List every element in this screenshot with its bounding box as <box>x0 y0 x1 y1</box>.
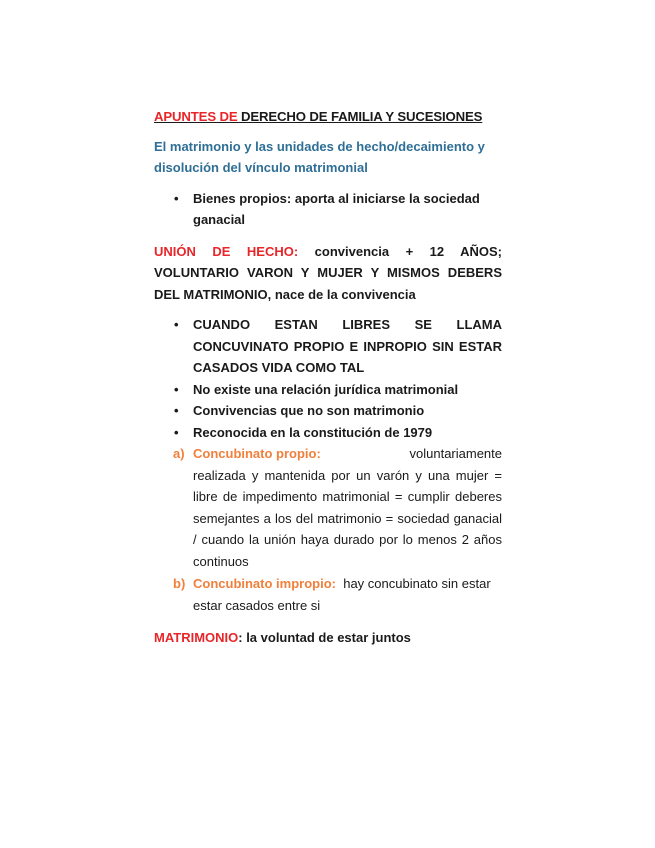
list-item <box>154 314 502 379</box>
bullet-icon: • <box>174 403 179 418</box>
item-b-marker: b) <box>173 576 186 591</box>
union-text: convivencia + 12 AÑOS; VOLUNTARIO VARON Y MUJER Y MISMOS DEBERS DEL MATRIMONIO, nace de la convivencia <box>154 243 502 302</box>
bullet-icon: • <box>174 424 179 440</box>
union-de-hecho-paragraph <box>154 241 502 306</box>
list-item <box>154 400 502 422</box>
title-prefix: APUNTES DE <box>154 109 238 124</box>
bullet-list-1 <box>154 188 502 231</box>
section-subtitle: El matrimonio y las unidades de hecho/decaimiento y disolución del vínculo matrimonial <box>154 138 485 175</box>
list-item-text: Bienes propios: aporta al iniciarse la sociedad ganacial <box>193 190 480 227</box>
list-item <box>154 379 502 401</box>
item-concubinato-impropio <box>154 573 502 616</box>
item-a-text: realizada y mantenida por un varón y una mujer = libre de impedimento matrimonial = cumplir deberes semejantes a los del matrimonio = sociedad ganacial / cuando la unión haya durado por lo menos 2 años continuos <box>193 467 502 569</box>
list-item-text: CUANDO ESTAN LIBRES SE LLAMA CONCUVINATO PROPIO E INPROPIO SIN ESTAR CASADOS VIDA COMO TAL <box>193 317 502 375</box>
list-item-text: Reconocida en la constitución de 1979 <box>193 424 433 440</box>
item-a-marker: a) <box>173 446 185 461</box>
item-b-term: Concubinato impropio: <box>193 576 336 591</box>
union-label: UNIÓN DE HECHO: <box>154 243 299 259</box>
item-a-first-line <box>193 443 502 465</box>
matrimonio-paragraph <box>154 627 502 649</box>
bullet-icon: • <box>174 190 179 206</box>
matrimonio-text: : la voluntad de estar juntos <box>238 630 411 645</box>
document-title <box>154 106 502 128</box>
list-item <box>154 422 502 444</box>
document-content <box>154 106 502 649</box>
bullet-icon: • <box>174 381 179 397</box>
title-main: DERECHO DE FAMILIA Y SUCESIONES <box>241 109 483 124</box>
item-b-text: hay concubinato sin estar estar casados entre si <box>193 576 491 613</box>
list-item-text: Convivencias que no son matrimonio <box>193 403 425 418</box>
bullet-list-2 <box>154 314 502 443</box>
item-a-term: Concubinato propio: <box>193 446 321 461</box>
list-item-text: No existe una relación jurídica matrimonial <box>193 381 459 397</box>
list-item <box>154 188 502 231</box>
item-concubinato-propio <box>154 443 502 572</box>
item-a-first-word: voluntariamente <box>409 446 502 461</box>
bullet-icon: • <box>174 317 179 332</box>
matrimonio-label: MATRIMONIO <box>154 630 239 645</box>
